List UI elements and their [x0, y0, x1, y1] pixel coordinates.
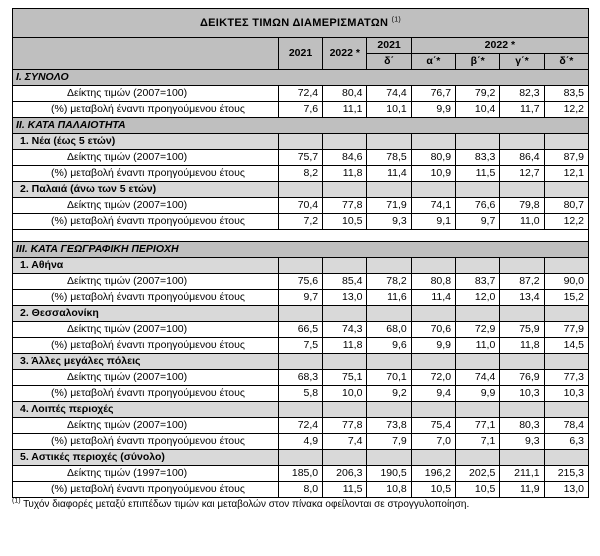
value-cell: 72,4 [278, 86, 322, 102]
value-cell: 9,9 [411, 338, 455, 354]
row-label: (%) μεταβολή έναντι προηγούμενου έτους [13, 290, 279, 306]
value-cell: 12,7 [500, 166, 544, 182]
table-row [13, 386, 589, 402]
group-title: 3. Άλλες μεγάλες πόλεις [13, 354, 279, 370]
row-label: Δείκτης τιμών (2007=100) [13, 370, 279, 386]
value-cell: 79,8 [500, 198, 544, 214]
group-title: 2. Παλαιά (άνω των 5 ετών) [13, 182, 279, 198]
value-cell: 83,3 [456, 150, 500, 166]
value-cell: 10,9 [411, 166, 455, 182]
row-label: Δείκτης τιμών (2007=100) [13, 150, 279, 166]
value-cell: 12,2 [544, 102, 588, 118]
gap-cell [500, 230, 544, 242]
group-header-blank-cell [323, 450, 367, 466]
group-header-blank-cell [278, 306, 322, 322]
value-cell: 15,2 [544, 290, 588, 306]
group-header-blank-cell [411, 402, 455, 418]
value-cell: 76,6 [456, 198, 500, 214]
table-row [13, 322, 589, 338]
value-cell: 10,5 [411, 482, 455, 498]
value-cell: 11,7 [500, 102, 544, 118]
value-cell: 9,7 [278, 290, 322, 306]
value-cell: 12,0 [456, 290, 500, 306]
table-title-cell [13, 9, 589, 38]
value-cell: 75,4 [411, 418, 455, 434]
row-label: (%) μεταβολή έναντι προηγούμενου έτους [13, 166, 279, 182]
section-gap-row [13, 230, 589, 242]
header-quarter-year-2022: 2022 * [411, 38, 588, 54]
header-quarter-b: β΄* [456, 54, 500, 70]
gap-cell [544, 230, 588, 242]
value-cell: 10,4 [456, 102, 500, 118]
group-header-blank-cell [278, 402, 322, 418]
group-header-blank-cell [278, 134, 322, 150]
value-cell: 5,8 [278, 386, 322, 402]
table-row [13, 370, 589, 386]
group-header-blank-cell [411, 354, 455, 370]
table-title: ΔΕΙΚΤΕΣ ΤΙΜΩΝ ΔΙΑΜΕΡΙΣΜΑΤΩΝ [199, 17, 389, 29]
section-title: I. ΣΥΝΟΛΟ [13, 70, 589, 86]
gap-cell [411, 230, 455, 242]
row-label: Δείκτης τιμών (2007=100) [13, 198, 279, 214]
value-cell: 9,1 [411, 214, 455, 230]
group-header-blank-cell [323, 402, 367, 418]
value-cell: 80,9 [411, 150, 455, 166]
value-cell: 14,5 [544, 338, 588, 354]
table-row [13, 338, 589, 354]
value-cell: 10,3 [544, 386, 588, 402]
group-header-blank-cell [500, 306, 544, 322]
group-header-blank-cell [323, 354, 367, 370]
group-header-blank-cell [456, 182, 500, 198]
value-cell: 75,7 [278, 150, 322, 166]
table-row [13, 198, 589, 214]
group-title: 2. Θεσσαλονίκη [13, 306, 279, 322]
group-header-blank-cell [544, 402, 588, 418]
group-header-blank-cell [278, 354, 322, 370]
value-cell: 11,4 [411, 290, 455, 306]
group-header-blank-cell [500, 182, 544, 198]
header-row-years [13, 38, 589, 54]
value-cell: 11,4 [367, 166, 411, 182]
section-header-row [13, 118, 589, 134]
value-cell: 190,5 [367, 466, 411, 482]
value-cell: 202,5 [456, 466, 500, 482]
group-header-blank-cell [500, 450, 544, 466]
header-quarter-a: α΄* [411, 54, 455, 70]
value-cell: 75,6 [278, 274, 322, 290]
value-cell: 75,1 [323, 370, 367, 386]
value-cell: 11,0 [456, 338, 500, 354]
value-cell: 9,3 [500, 434, 544, 450]
header-quarter-year-2021: 2021 [367, 38, 411, 54]
table-row [13, 482, 589, 498]
group-header-blank-cell [278, 450, 322, 466]
table-row [13, 150, 589, 166]
value-cell: 11,8 [323, 166, 367, 182]
value-cell: 66,5 [278, 322, 322, 338]
value-cell: 80,4 [323, 86, 367, 102]
group-header-blank-cell [456, 354, 500, 370]
value-cell: 87,2 [500, 274, 544, 290]
value-cell: 4,9 [278, 434, 322, 450]
value-cell: 79,2 [456, 86, 500, 102]
value-cell: 7,9 [367, 434, 411, 450]
value-cell: 78,5 [367, 150, 411, 166]
group-header-blank-cell [544, 306, 588, 322]
value-cell: 11,8 [323, 338, 367, 354]
row-label: (%) μεταβολή έναντι προηγούμενου έτους [13, 434, 279, 450]
header-quarter-d-2021: δ΄ [367, 54, 411, 70]
header-quarter-d: δ΄* [544, 54, 588, 70]
value-cell: 9,9 [456, 386, 500, 402]
group-header-row [13, 402, 589, 418]
value-cell: 76,7 [411, 86, 455, 102]
group-header-blank-cell [323, 182, 367, 198]
group-title: 1. Νέα (έως 5 ετών) [13, 134, 279, 150]
value-cell: 7,4 [323, 434, 367, 450]
table-body [13, 9, 589, 498]
row-label: (%) μεταβολή έναντι προηγούμενου έτους [13, 386, 279, 402]
group-header-row [13, 258, 589, 274]
group-header-blank-cell [456, 134, 500, 150]
value-cell: 80,8 [411, 274, 455, 290]
apartment-price-index-table-container [12, 8, 589, 510]
group-header-blank-cell [544, 258, 588, 274]
value-cell: 9,9 [411, 102, 455, 118]
value-cell: 77,8 [323, 198, 367, 214]
group-header-blank-cell [500, 258, 544, 274]
value-cell: 7,6 [278, 102, 322, 118]
value-cell: 7,2 [278, 214, 322, 230]
table-row [13, 290, 589, 306]
group-header-blank-cell [411, 134, 455, 150]
group-header-blank-cell [456, 402, 500, 418]
row-label: (%) μεταβολή έναντι προηγούμενου έτους [13, 338, 279, 354]
row-label: (%) μεταβολή έναντι προηγούμενου έτους [13, 102, 279, 118]
group-header-blank-cell [367, 306, 411, 322]
value-cell: 13,4 [500, 290, 544, 306]
value-cell: 10,0 [323, 386, 367, 402]
value-cell: 215,3 [544, 466, 588, 482]
group-header-blank-cell [367, 450, 411, 466]
group-header-blank-cell [367, 354, 411, 370]
section-title: III. ΚΑΤΑ ΓΕΩΓΡΑΦΙΚΗ ΠΕΡΙΟΧΗ [13, 242, 589, 258]
value-cell: 90,0 [544, 274, 588, 290]
value-cell: 9,2 [367, 386, 411, 402]
gap-cell [13, 230, 279, 242]
value-cell: 7,1 [456, 434, 500, 450]
value-cell: 13,0 [323, 290, 367, 306]
value-cell: 7,5 [278, 338, 322, 354]
group-title: 4. Λοιπές περιοχές [13, 402, 279, 418]
group-header-row [13, 182, 589, 198]
value-cell: 87,9 [544, 150, 588, 166]
group-header-blank-cell [500, 134, 544, 150]
group-title: 1. Αθήνα [13, 258, 279, 274]
value-cell: 68,0 [367, 322, 411, 338]
section-header-row [13, 242, 589, 258]
footnote-marker: (1) [12, 497, 21, 505]
gap-cell [367, 230, 411, 242]
footnote [12, 499, 589, 510]
value-cell: 80,3 [500, 418, 544, 434]
value-cell: 12,1 [544, 166, 588, 182]
group-header-row [13, 306, 589, 322]
gap-cell [278, 230, 322, 242]
group-header-blank-cell [367, 258, 411, 274]
value-cell: 10,5 [323, 214, 367, 230]
value-cell: 72,0 [411, 370, 455, 386]
value-cell: 74,1 [411, 198, 455, 214]
group-header-blank-cell [544, 182, 588, 198]
row-label: Δείκτης τιμών (2007=100) [13, 418, 279, 434]
group-header-blank-cell [367, 182, 411, 198]
value-cell: 70,6 [411, 322, 455, 338]
table-row [13, 86, 589, 102]
value-cell: 78,2 [367, 274, 411, 290]
value-cell: 7,0 [411, 434, 455, 450]
table-row [13, 418, 589, 434]
value-cell: 84,6 [323, 150, 367, 166]
group-header-blank-cell [278, 258, 322, 274]
value-cell: 72,9 [456, 322, 500, 338]
value-cell: 11,8 [500, 338, 544, 354]
value-cell: 82,3 [500, 86, 544, 102]
group-header-blank-cell [500, 354, 544, 370]
value-cell: 11,9 [500, 482, 544, 498]
group-header-blank-cell [323, 306, 367, 322]
header-blank-cell [13, 38, 279, 70]
group-title: 5. Αστικές περιοχές (σύνολο) [13, 450, 279, 466]
value-cell: 70,1 [367, 370, 411, 386]
group-header-blank-cell [323, 134, 367, 150]
table-row [13, 102, 589, 118]
row-label: Δείκτης τιμών (2007=100) [13, 86, 279, 102]
group-header-blank-cell [500, 402, 544, 418]
value-cell: 74,3 [323, 322, 367, 338]
group-header-blank-cell [367, 134, 411, 150]
value-cell: 75,9 [500, 322, 544, 338]
value-cell: 206,3 [323, 466, 367, 482]
group-header-blank-cell [411, 182, 455, 198]
value-cell: 8,0 [278, 482, 322, 498]
value-cell: 9,6 [367, 338, 411, 354]
value-cell: 74,4 [367, 86, 411, 102]
value-cell: 11,0 [500, 214, 544, 230]
section-header-row [13, 70, 589, 86]
group-header-blank-cell [411, 306, 455, 322]
value-cell: 196,2 [411, 466, 455, 482]
value-cell: 77,8 [323, 418, 367, 434]
group-header-row [13, 450, 589, 466]
value-cell: 13,0 [544, 482, 588, 498]
value-cell: 83,5 [544, 86, 588, 102]
value-cell: 71,9 [367, 198, 411, 214]
group-header-blank-cell [456, 306, 500, 322]
footnote-text: Τυχόν διαφορές μεταξύ επιπέδων τιμών και μεταβολών στον πίνακα οφείλονται σε στρογγυλοποίηση. [23, 499, 470, 510]
value-cell: 10,8 [367, 482, 411, 498]
value-cell: 86,4 [500, 150, 544, 166]
table-row [13, 434, 589, 450]
group-header-blank-cell [278, 182, 322, 198]
group-header-blank-cell [456, 450, 500, 466]
value-cell: 211,1 [500, 466, 544, 482]
value-cell: 76,9 [500, 370, 544, 386]
value-cell: 77,1 [456, 418, 500, 434]
value-cell: 11,1 [323, 102, 367, 118]
value-cell: 74,4 [456, 370, 500, 386]
value-cell: 9,3 [367, 214, 411, 230]
value-cell: 80,7 [544, 198, 588, 214]
group-header-blank-cell [544, 450, 588, 466]
value-cell: 72,4 [278, 418, 322, 434]
gap-cell [456, 230, 500, 242]
title-row [13, 9, 589, 38]
header-year-2021: 2021 [278, 38, 322, 70]
value-cell: 10,1 [367, 102, 411, 118]
apartment-price-index-table [12, 8, 589, 498]
group-header-blank-cell [411, 450, 455, 466]
value-cell: 78,4 [544, 418, 588, 434]
value-cell: 8,2 [278, 166, 322, 182]
value-cell: 73,8 [367, 418, 411, 434]
group-header-blank-cell [544, 354, 588, 370]
value-cell: 10,5 [456, 482, 500, 498]
gap-cell [323, 230, 367, 242]
value-cell: 85,4 [323, 274, 367, 290]
group-header-blank-cell [456, 258, 500, 274]
value-cell: 70,4 [278, 198, 322, 214]
value-cell: 9,4 [411, 386, 455, 402]
group-header-blank-cell [323, 258, 367, 274]
table-row [13, 466, 589, 482]
value-cell: 185,0 [278, 466, 322, 482]
value-cell: 11,5 [456, 166, 500, 182]
row-label: Δείκτης τιμών (2007=100) [13, 274, 279, 290]
value-cell: 11,6 [367, 290, 411, 306]
row-label: Δείκτης τιμών (2007=100) [13, 322, 279, 338]
value-cell: 12,2 [544, 214, 588, 230]
value-cell: 68,3 [278, 370, 322, 386]
value-cell: 9,7 [456, 214, 500, 230]
value-cell: 6,3 [544, 434, 588, 450]
table-row [13, 166, 589, 182]
group-header-row [13, 354, 589, 370]
header-quarter-g: γ΄* [500, 54, 544, 70]
value-cell: 10,3 [500, 386, 544, 402]
header-year-2022: 2022 * [323, 38, 367, 70]
value-cell: 83,7 [456, 274, 500, 290]
row-label: (%) μεταβολή έναντι προηγούμενου έτους [13, 214, 279, 230]
value-cell: 77,9 [544, 322, 588, 338]
group-header-row [13, 134, 589, 150]
row-label: (%) μεταβολή έναντι προηγούμενου έτους [13, 482, 279, 498]
row-label: Δείκτης τιμών (1997=100) [13, 466, 279, 482]
title-footnote-marker: (1) [391, 16, 402, 24]
value-cell: 77,3 [544, 370, 588, 386]
group-header-blank-cell [544, 134, 588, 150]
table-row [13, 214, 589, 230]
group-header-blank-cell [411, 258, 455, 274]
value-cell: 11,5 [323, 482, 367, 498]
group-header-blank-cell [367, 402, 411, 418]
section-title: II. ΚΑΤΑ ΠΑΛΑΙΟΤΗΤΑ [13, 118, 589, 134]
table-row [13, 274, 589, 290]
